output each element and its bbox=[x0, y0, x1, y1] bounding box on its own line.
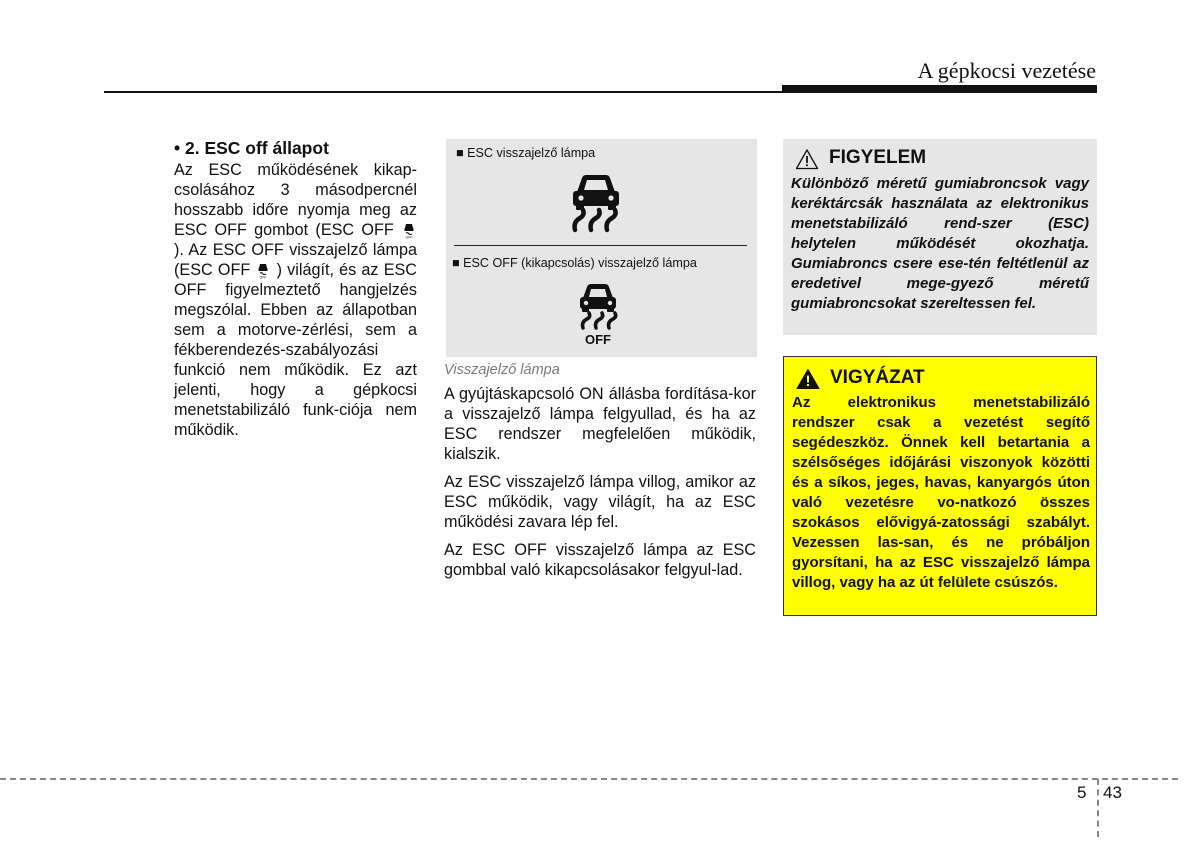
header-rule-thick bbox=[782, 85, 1097, 93]
footer-dashed-rule bbox=[0, 778, 1178, 780]
esc-lamp-label: ■ ESC visszajelző lámpa bbox=[456, 146, 596, 160]
section-title: • 2. ESC off állapot bbox=[174, 138, 329, 158]
notice-title: FIGYELEM bbox=[829, 147, 927, 168]
section-paragraph bbox=[174, 160, 417, 440]
notice-box bbox=[783, 139, 1097, 335]
caution-title: VIGYÁZAT bbox=[830, 367, 925, 388]
left-column bbox=[174, 138, 417, 440]
figure-caption: Visszajelző lámpa bbox=[444, 362, 560, 378]
middle-paragraph-1: A gyújtáskapcsoló ON állásba fordítása-kor a visszajelző lámpa felgyullad, és ha az ESC rendszer megfelelően működik, kialszik. bbox=[444, 385, 756, 463]
svg-text:OFF: OFF bbox=[405, 235, 413, 239]
off-text: OFF bbox=[585, 332, 611, 346]
notice-text: Különböző méretű gumiabroncsok vagy keréktárcsák használata az elektronikus menetstabilizáló rend-szer (ESC) helytelen működését okozhatja. Gumiabroncs csere ese-tén feltétlenül az eredetivel mege-gyező méretű gumiabroncsokat szereltessen fel. bbox=[791, 175, 1089, 312]
page-number: 43 bbox=[1103, 783, 1122, 802]
header-rule-thin bbox=[104, 91, 784, 93]
indicator-separator bbox=[454, 245, 747, 246]
caution-triangle-icon bbox=[796, 368, 820, 390]
middle-paragraph-3: Az ESC OFF visszajelző lámpa az ESC gombbal való kikapcsolásakor felgyul-lad. bbox=[444, 541, 756, 579]
paragraph-part-1: Az ESC működésének kikap-csolásához 3 másodpercnél hosszabb időre nyomja meg az ESC OFF gombot (ESC OFF bbox=[174, 161, 417, 239]
svg-text:OFF: OFF bbox=[259, 275, 267, 279]
paragraph-part-3: ) világít, és az ESC OFF figyelmeztető hangjelzés megszólal. Ebben az állapotban sem a motorve-zérlési, sem a fékberendezés-szabályozási funkció nem működik. Ez azt jelenti, hogy a gépkocsi menetstabilizáló funk-ciója nem működik. bbox=[174, 261, 417, 439]
middle-column bbox=[444, 360, 756, 588]
esc-off-inline-icon bbox=[403, 221, 415, 239]
chapter-number: 5 bbox=[1077, 783, 1087, 802]
warning-triangle-icon bbox=[795, 148, 819, 170]
esc-off-lamp-label: ■ ESC OFF (kikapcsolás) visszajelző lámpa bbox=[452, 256, 697, 270]
caution-text: Az elektronikus menetstabilizáló rendszer csak a vezetést segítő segédeszköz. Önnek kell betartania a szélsőséges időjárási viszonyok közötti és a síkos, jeges, havas, kanyargós úton való vezetésre vo-natkozó összes szokásos elővigyá-zatossági szabályt. Vezessen las-san, és ne próbáljon gyorsítani, ha az ESC visszajelző lámpa villog, vagy ha az út felülete csúszós. bbox=[792, 394, 1090, 591]
esc-off-inline-icon-2 bbox=[257, 261, 269, 279]
paragraph-part-2: ). Az ESC OFF visszajelző lámpa (ESC OFF bbox=[174, 241, 417, 279]
footer-dashed-divider bbox=[1097, 779, 1099, 837]
page-header-title: A gépkocsi vezetése bbox=[917, 58, 1096, 83]
esc-off-indicator-icon bbox=[576, 282, 620, 346]
indicator-lamp-box bbox=[446, 139, 757, 357]
caution-box bbox=[783, 356, 1097, 616]
middle-paragraph-2: Az ESC visszajelző lámpa villog, amikor az ESC működik, vagy világít, ha az ESC működési zavara lép fel. bbox=[444, 473, 756, 531]
esc-indicator-icon bbox=[569, 172, 623, 234]
